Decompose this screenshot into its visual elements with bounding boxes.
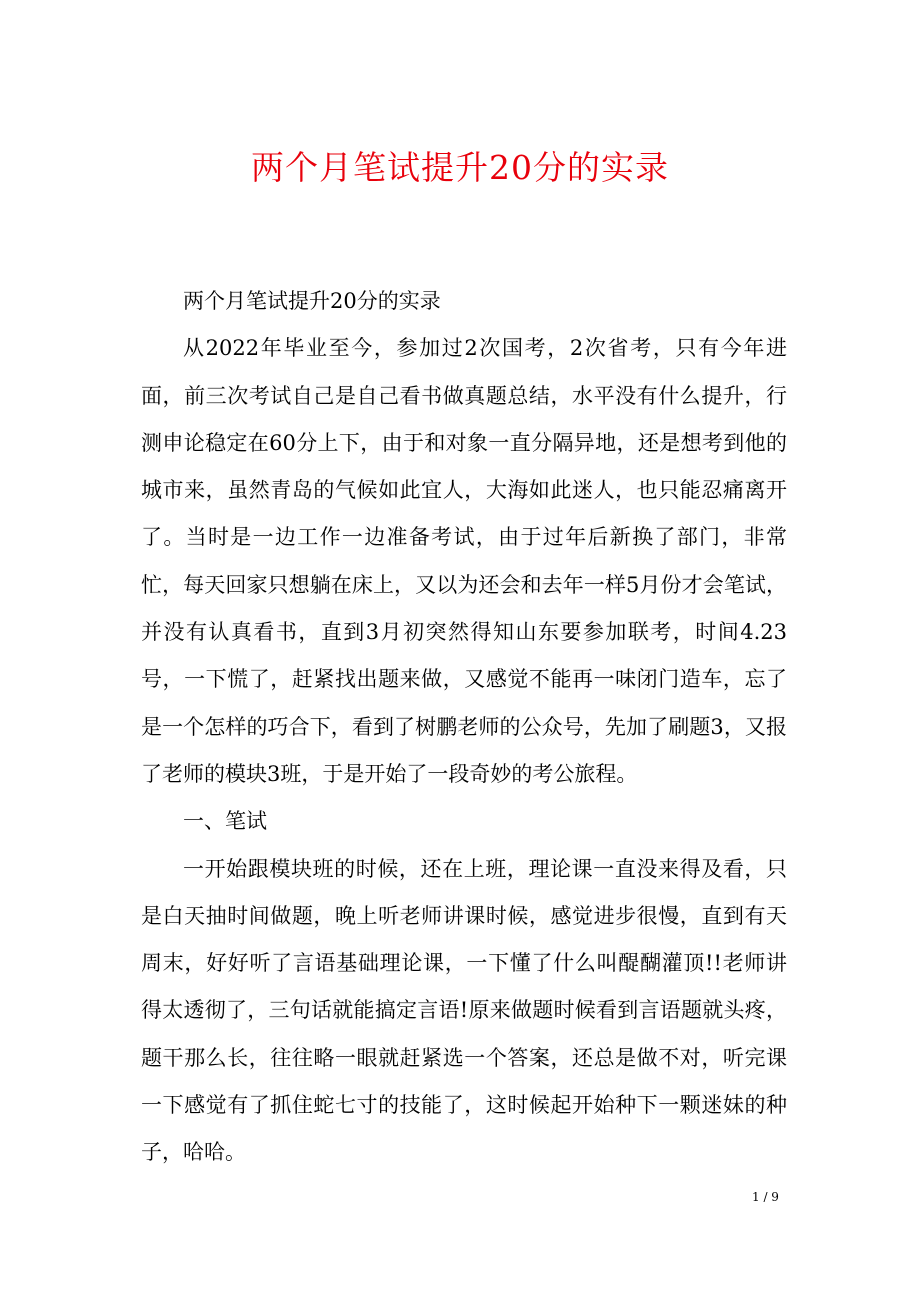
document-body bbox=[141, 278, 787, 1177]
paragraph-intro: 从2022年毕业至今，参加过2次国考，2次省考，只有今年进面，前三次考试自己是自己看书做真题总结，水平没有什么提升，行测申论稳定在60分上下，由于和对象一直分隔异地，还是想考到他的城市来，虽然青岛的气候如此宜人，大海如此迷人，也只能忍痛离开了。当时是一边工作一边准备考试，由于过年后新换了部门，非常忙，每天回家只想躺在床上，又以为还会和去年一样5月份才会笔试，并没有认真看书，直到3月初突然得知山东要参加联考，时间4.23号，一下慌了，赶紧找出题来做，又感觉不能再一味闭门造车，忘了是一个怎样的巧合下，看到了树鹏老师的公众号，先加了刷题3，又报了老师的模块3班，于是开始了一段奇妙的考公旅程。 bbox=[141, 336, 787, 786]
document-title: 两个月笔试提升20分的实录 bbox=[251, 148, 669, 187]
page-number: 1 / 9 bbox=[752, 1190, 779, 1204]
paragraph-written-exam: 一开始跟模块班的时候，还在上班，理论课一直没来得及看，只是白天抽时间做题，晚上听老师讲课时候，感觉进步很慢，直到有天周末，好好听了言语基础理论课，一下懂了什么叫醍醐灌顶!!老师讲得太透彻了，三句话就能搞定言语!原来做题时候看到言语题就头疼，题干那么长，往往略一眼就赶紧选一个答案，还总是做不对，听完课一下感觉有了抓住蛇七寸的技能了，这时候起开始种下一颗迷妹的种子，哈哈。 bbox=[141, 856, 787, 1165]
section-heading-written-exam: 一、笔试 bbox=[183, 809, 267, 834]
paragraph-subtitle: 两个月笔试提升20分的实录 bbox=[183, 289, 441, 313]
